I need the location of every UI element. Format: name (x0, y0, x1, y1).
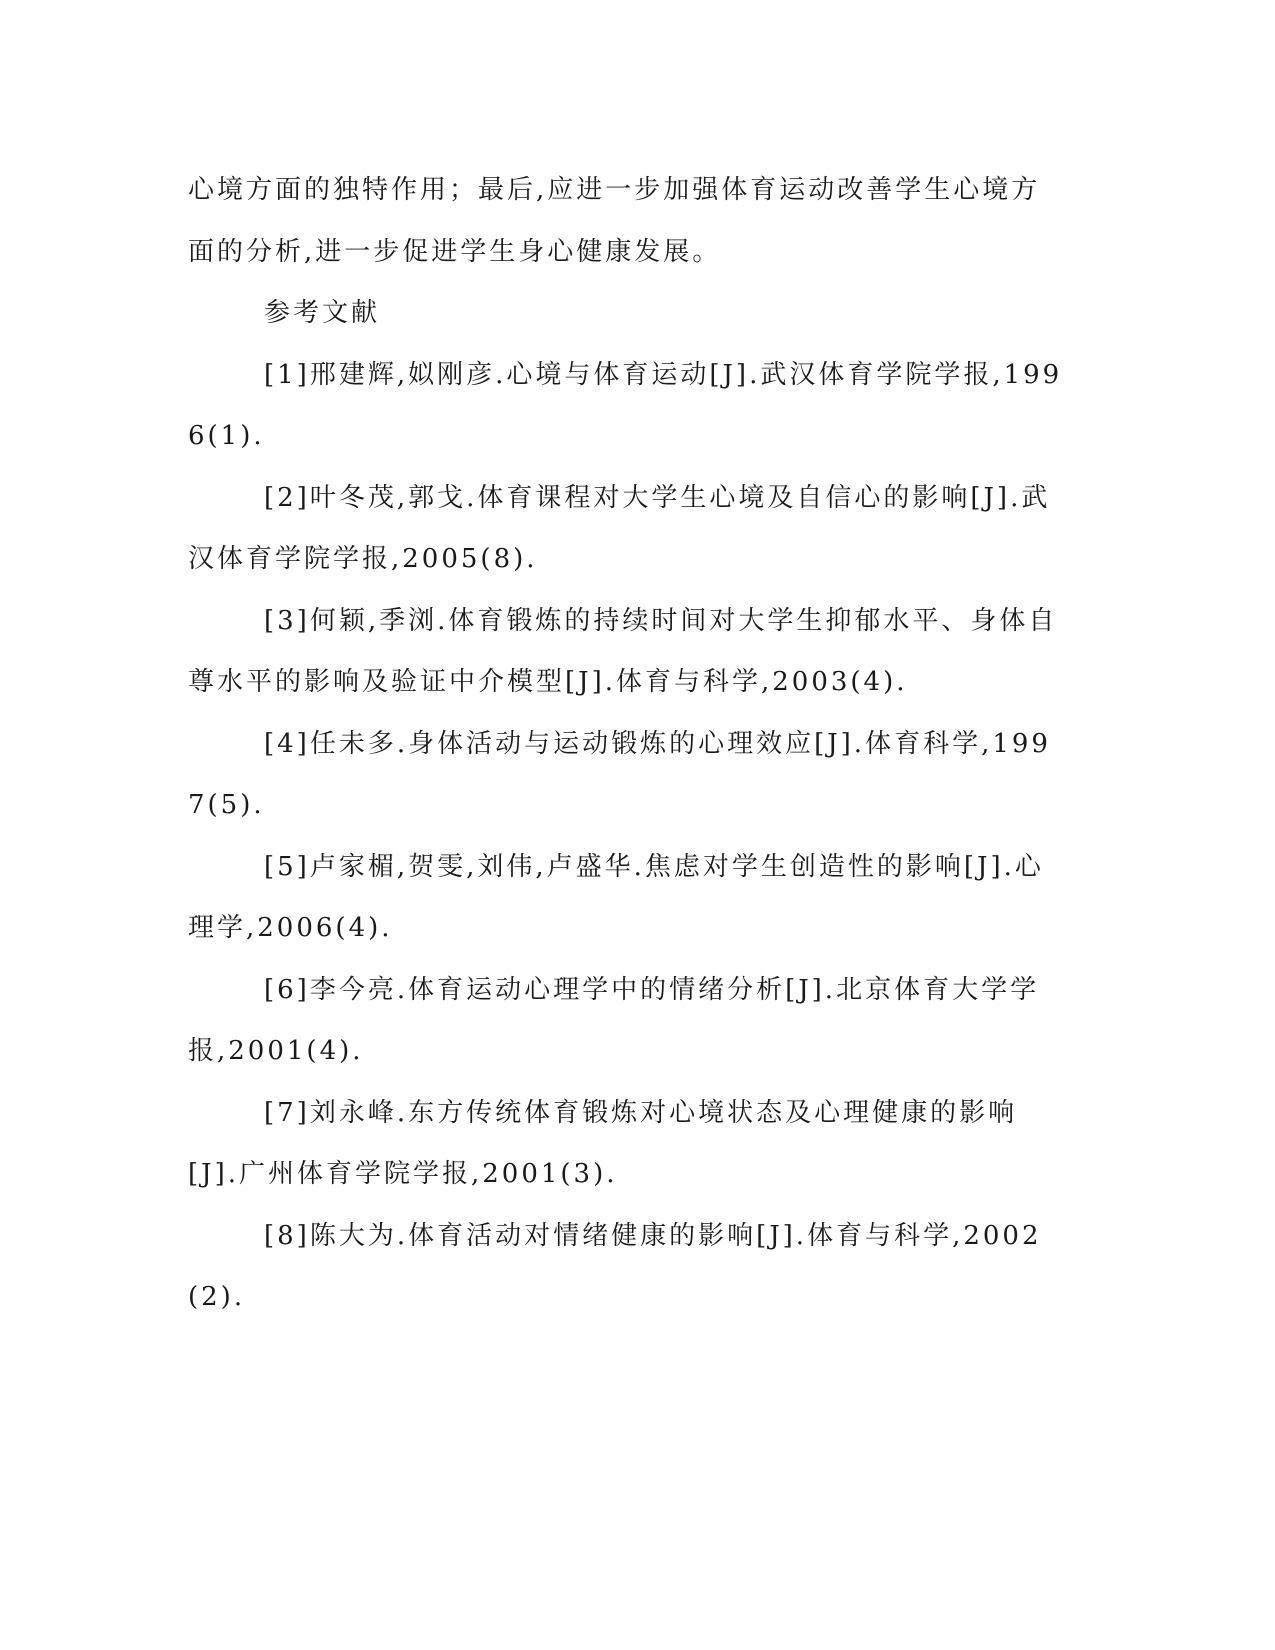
references-heading: 参考文献 (264, 298, 381, 328)
reference-item-3: [3]何颖,季浏.体育锻炼的持续时间对大学生抑郁水平、身体自尊水平的影响及验证中介模型[J].体育与科学,2003(4). (188, 605, 1058, 697)
reference-item-2: [2]叶冬茂,郭戈.体育课程对大学生心境及自信心的影响[J].武汉体育学院学报,2005(8). (188, 482, 1051, 574)
reference-item-6: [6]李今亮.体育运动心理学中的情绪分析[J].北京体育大学学报,2001(4). (188, 974, 1040, 1066)
reference-item-1: [1]邢建辉,姒刚彦.心境与体育运动[J].武汉体育学院学报,1996(1). (188, 359, 1063, 451)
reference-item-4: [4]任未多.身体活动与运动锻炼的心理效应[J].体育科学,1997(5). (188, 728, 1051, 820)
page-content (188, 160, 1068, 1329)
reference-item-8: [8]陈大为.体育活动对情绪健康的影响[J].体育与科学,2002(2). (188, 1220, 1042, 1312)
reference-item-5: [5]卢家楣,贺雯,刘伟,卢盛华.焦虑对学生创造性的影响[J].心理学,2006(4). (188, 851, 1044, 943)
body-paragraph: 心境方面的独特作用；最后,应进一步加强体育运动改善学生心境方面的分析,进一步促进学生身心健康发展。 (188, 175, 1041, 267)
reference-item-7: [7]刘永峰.东方传统体育锻炼对心境状态及心理健康的影响[J].广州体育学院学报,2001(3). (188, 1097, 1018, 1189)
